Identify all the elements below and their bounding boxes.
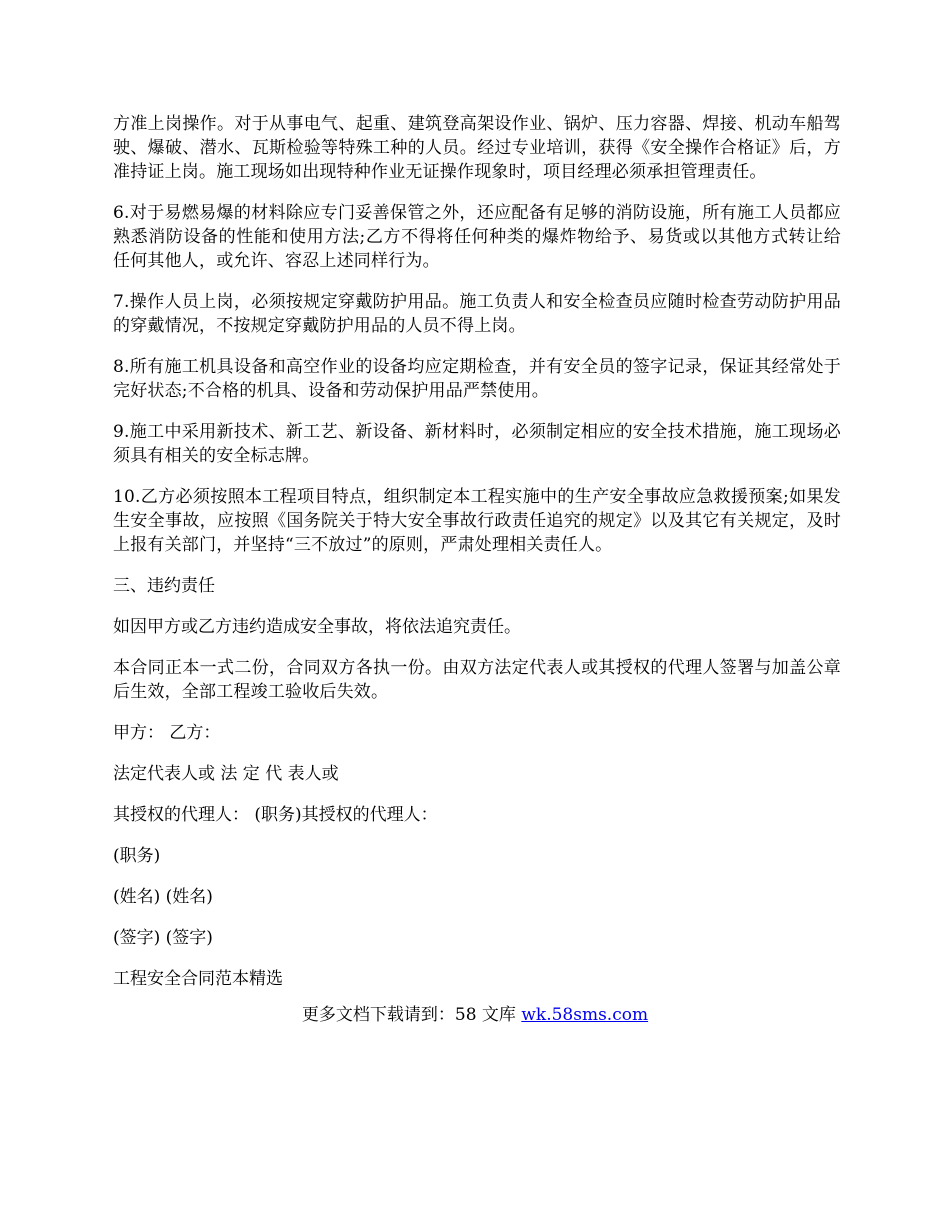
paragraph-contract-copies: 本合同正本一式二份，合同双方各执一份。由双方法定代表人或其授权的代理人签署与加盖公章后生效，全部工程竣工验收后失效。 bbox=[113, 658, 841, 702]
signature-legal-rep: 法定代表人或 法 定 代 表人或 bbox=[113, 764, 339, 784]
signature-parties: 甲方： 乙方： bbox=[113, 723, 221, 743]
paragraph-item-8: 8.所有施工机具设备和高空作业的设备均应定期检查，并有安全员的签字记录，保证其经常处于完好状态;不合格的机具、设备和劳动保护用品严禁使用。 bbox=[113, 357, 841, 401]
paragraph-special-workers: 方准上岗操作。对于从事电气、起重、建筑登高架设作业、锅炉、压力容器、焊接、机动车船驾驶、爆破、潜水、瓦斯检验等特殊工种的人员。经过专业培训，获得《安全操作合格证》后，方准持证上岗。施工现场如出现特种作业无证操作现象时，项目经理必须承担管理责任。 bbox=[113, 114, 841, 182]
section-heading-breach: 三、违约责任 bbox=[113, 576, 215, 596]
signature-name: (姓名) (姓名) bbox=[113, 887, 213, 907]
signature-authorized-agent: 其授权的代理人： (职务)其授权的代理人： bbox=[113, 805, 438, 825]
footer-text: 更多文档下载请到：58 文库 bbox=[301, 1005, 522, 1025]
paragraph-breach-liability: 如因甲方或乙方违约造成安全事故，将依法追究责任。 bbox=[113, 617, 521, 637]
document-body bbox=[113, 112, 841, 1008]
paragraph-item-6: 6.对于易燃易爆的材料除应专门妥善保管之外，还应配备有足够的消防设施，所有施工人员都应熟悉消防设备的性能和使用方法;乙方不得将任何种类的爆炸物给予、易货或以其他方式转让给任何其他人，或允许、容忍上述同样行为。 bbox=[113, 203, 841, 271]
footer-link[interactable]: wk.58sms.com bbox=[521, 1005, 649, 1025]
paragraph-item-10: 10.乙方必须按照本工程项目特点，组织制定本工程实施中的生产安全事故应急救援预案;如果发生安全事故，应按照《国务院关于特大安全事故行政责任追究的规定》以及其它有关规定，及时上报有关部门，并坚持“三不放过”的原则，严肃处理相关责任人。 bbox=[113, 487, 841, 555]
paragraph-item-7: 7.操作人员上岗，必须按规定穿戴防护用品。施工负责人和安全检查员应随时检查劳动防护用品的穿戴情况，不按规定穿戴防护用品的人员不得上岗。 bbox=[113, 292, 841, 336]
signature-position: (职务) bbox=[113, 846, 161, 866]
paragraph-item-9: 9.施工中采用新技术、新工艺、新设备、新材料时，必须制定相应的安全技术措施，施工现场必须具有相关的安全标志牌。 bbox=[113, 422, 841, 466]
document-closing-title: 工程安全合同范本精选 bbox=[113, 969, 283, 989]
signature-sign: (签字) (签字) bbox=[113, 928, 213, 948]
download-footer bbox=[0, 1003, 950, 1027]
